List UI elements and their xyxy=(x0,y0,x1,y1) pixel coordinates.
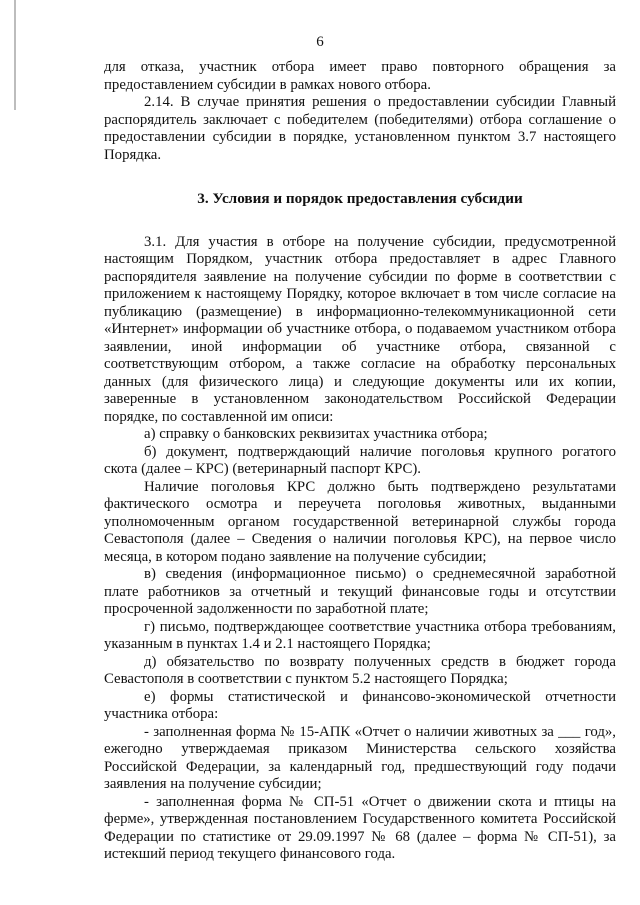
section-heading: 3. Условия и порядок предоставления субсидии xyxy=(197,190,523,207)
list-item-g: г) письмо, подтверждающее соответствие участника отбора требованиям, указанным в пунктах 1.4 и 2.1 настоящего Порядка; xyxy=(104,618,616,652)
list-item-e: е) формы статистической и финансово-экономической отчетности участника отбора: xyxy=(104,688,616,722)
dash-item-form-15-apk: - заполненная форма № 15-АПК «Отчет о наличии животных за ___ год», ежегодно утверждаемая приказом Министерства сельского хозяйства Российской Федерации, за календарный год, предшествующий году подачи заявления на получение субсидии; xyxy=(104,723,616,792)
list-item-d: д) обязательство по возврату полученных средств в бюджет города Севастополя в соответствии с пунктом 5.2 настоящего Порядка; xyxy=(104,653,616,687)
list-item-a: а) справку о банковских реквизитах участника отбора; xyxy=(144,426,488,442)
paragraph-3-1: 3.1. Для участия в отборе на получение субсидии, предусмотренной настоящим Порядком, участник отбора предоставляет в адрес Главного распорядителя заявление на получение субсидии по форме в соответствии с приложением к настоящему Порядку, которое включает в том числе согласие на публикацию (размещение) в информационно-телекоммуникационной сети «Интернет» информации об участнике отбора, о подаваемом участником отбора заявлении, иной информации об участнике отбора, связанной с соответствующим отбором, а также согласие на обработку персональных данных (для физического лица) и следующие документы или их копии, заверенные в установленном законодательством Российской Федерации порядке, по составленной им описи: xyxy=(104,233,616,425)
paragraph-continuation: для отказа, участник отбора имеет право повторного обращения за предоставлением субсидии в рамках нового отбора. xyxy=(104,59,616,93)
page-number: 6 xyxy=(316,34,324,50)
list-item-v: в) сведения (информационное письмо) о среднемесячной заработной плате работников за отчетный и текущий финансовые годы и отсутствии просроченной задолженности по заработной плате; xyxy=(104,566,616,617)
paragraph-livestock-confirmation: Наличие поголовья КРС должно быть подтверждено результатами фактического осмотра и переучета поголовья животных, выданными уполномоченным органом государственной ветеринарной службы города Севастополя (далее – Сведения о наличии поголовья КРС), на первое число месяца, в котором подано заявление на получение субсидии; xyxy=(104,478,616,565)
document-body xyxy=(104,59,616,864)
scan-margin-mark xyxy=(14,0,16,110)
list-item-b: б) документ, подтверждающий наличие поголовья крупного рогатого скота (далее – КРС) (ветеринарный паспорт КРС). xyxy=(104,443,616,477)
paragraph-2-14: 2.14. В случае принятия решения о предоставлении субсидии Главный распорядитель заключает с победителем (победителями) отбора соглашение о предоставлении субсидии в порядке, установленном пунктом 3.7 настоящего Порядка. xyxy=(104,94,616,163)
dash-item-form-sp-51: - заполненная форма № СП-51 «Отчет о движении скота и птицы на ферме», утвержденная постановлением Государственного комитета Российской Федерации по статистике от 29.09.1997 № 68 (далее – форма № СП-51), за истекший период текущего финансового года. xyxy=(104,793,616,862)
